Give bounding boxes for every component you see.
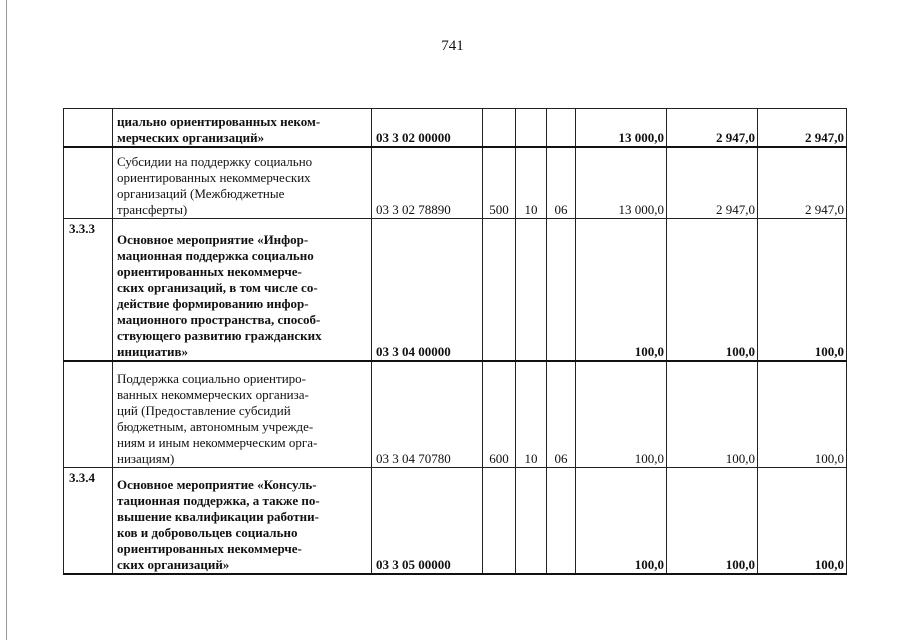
budget-table-body bbox=[64, 109, 847, 574]
amount-year-1: 13 000,0 bbox=[576, 147, 667, 219]
item-name-line: ков и добровольцев социально bbox=[117, 524, 298, 540]
table-row bbox=[64, 109, 847, 147]
subsection bbox=[547, 219, 576, 361]
item-number: 3.3.4 bbox=[64, 468, 113, 574]
item-number: 3.3.3 bbox=[64, 219, 113, 361]
item-name-line: ванных некоммерческих организа- bbox=[117, 387, 309, 402]
amount-year-1: 13 000,0 bbox=[576, 109, 667, 147]
item-name-line: ниям и иным некоммерческим орга- bbox=[117, 435, 318, 450]
table-row bbox=[64, 361, 847, 468]
item-name-line: циально ориентированных неком- bbox=[117, 113, 321, 129]
section bbox=[516, 109, 547, 147]
amount-year-3: 100,0 bbox=[758, 219, 847, 361]
section bbox=[516, 219, 547, 361]
amount-year-2: 2 947,0 bbox=[667, 109, 758, 147]
item-name-line: действие формированию инфор- bbox=[117, 295, 309, 311]
item-name-line: ствующего развитию гражданских bbox=[117, 327, 322, 343]
item-name-line: низациям) bbox=[117, 451, 175, 466]
target-code: 03 3 02 00000 bbox=[372, 109, 483, 147]
item-number bbox=[64, 147, 113, 219]
item-name-line: трансферты) bbox=[117, 202, 188, 217]
item-name-line: мационная поддержка социально bbox=[117, 247, 314, 263]
item-name-line: тационная поддержка, а также по- bbox=[117, 492, 320, 508]
item-name-line: мерческих организаций» bbox=[117, 129, 265, 145]
scan-edge-line bbox=[6, 0, 7, 640]
amount-year-1: 100,0 bbox=[576, 468, 667, 574]
item-name-line: ориентированных некоммерческих bbox=[117, 170, 311, 185]
item-name-line: Поддержка социально ориентиро- bbox=[117, 371, 306, 386]
target-code: 03 3 02 78890 bbox=[372, 147, 483, 219]
expense-type bbox=[483, 219, 516, 361]
expense-type bbox=[483, 468, 516, 574]
item-name-line: ских организаций, в том числе со- bbox=[117, 279, 318, 295]
target-code: 03 3 05 00000 bbox=[372, 468, 483, 574]
amount-year-1: 100,0 bbox=[576, 219, 667, 361]
subsection: 06 bbox=[547, 147, 576, 219]
item-name-line: ских организаций» bbox=[117, 556, 230, 572]
item-number bbox=[64, 361, 113, 468]
amount-year-1: 100,0 bbox=[576, 361, 667, 468]
item-name bbox=[113, 468, 372, 574]
budget-table bbox=[63, 108, 847, 575]
table-row bbox=[64, 147, 847, 219]
amount-year-2: 100,0 bbox=[667, 219, 758, 361]
section bbox=[516, 468, 547, 574]
item-name-line: ций (Предоставление субсидий bbox=[117, 403, 291, 418]
subsection: 06 bbox=[547, 361, 576, 468]
expense-type: 500 bbox=[483, 147, 516, 219]
item-name bbox=[113, 219, 372, 361]
item-name-line: инициатив» bbox=[117, 343, 189, 359]
subsection bbox=[547, 109, 576, 147]
section: 10 bbox=[516, 361, 547, 468]
item-name bbox=[113, 147, 372, 219]
amount-year-3: 100,0 bbox=[758, 468, 847, 574]
target-code: 03 3 04 00000 bbox=[372, 219, 483, 361]
section: 10 bbox=[516, 147, 547, 219]
item-name-line: бюджетным, автономным учрежде- bbox=[117, 419, 314, 434]
amount-year-2: 100,0 bbox=[667, 468, 758, 574]
item-name bbox=[113, 361, 372, 468]
item-name-line: Основное мероприятие «Консуль- bbox=[117, 476, 317, 492]
page-number: 741 bbox=[441, 38, 464, 54]
amount-year-2: 2 947,0 bbox=[667, 147, 758, 219]
amount-year-3: 100,0 bbox=[758, 361, 847, 468]
item-name-line: ориентированных некоммерче- bbox=[117, 263, 302, 279]
item-number bbox=[64, 109, 113, 147]
item-name-line: Основное мероприятие «Инфор- bbox=[117, 231, 309, 247]
expense-type bbox=[483, 109, 516, 147]
table-row bbox=[64, 219, 847, 361]
table-row bbox=[64, 468, 847, 574]
amount-year-3: 2 947,0 bbox=[758, 147, 847, 219]
subsection bbox=[547, 468, 576, 574]
item-name-line: вышение квалификации работни- bbox=[117, 508, 319, 524]
amount-year-3: 2 947,0 bbox=[758, 109, 847, 147]
item-name-line: организаций (Межбюджетные bbox=[117, 186, 285, 201]
target-code: 03 3 04 70780 bbox=[372, 361, 483, 468]
item-name-line: мационного пространства, способ- bbox=[117, 311, 321, 327]
item-name-line: ориентированных некоммерче- bbox=[117, 540, 302, 556]
item-name bbox=[113, 109, 372, 147]
amount-year-2: 100,0 bbox=[667, 361, 758, 468]
item-name-line: Субсидии на поддержку социально bbox=[117, 154, 313, 169]
expense-type: 600 bbox=[483, 361, 516, 468]
